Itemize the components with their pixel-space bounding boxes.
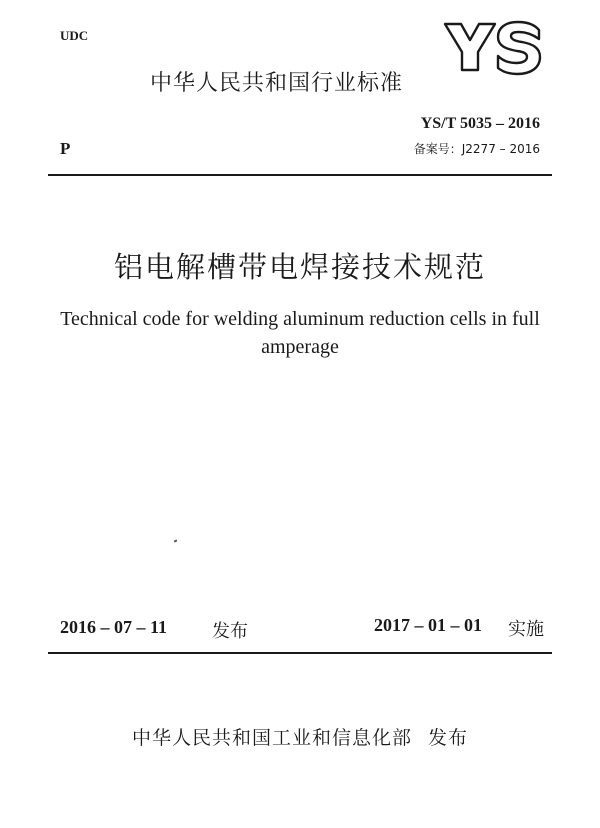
classification-code: P [60, 139, 71, 158]
udc-label: UDC [60, 28, 89, 43]
issuer-line [0, 723, 600, 750]
record-number: 备案号：J2277 – 2016 [413, 142, 540, 156]
standard-type: 中华人民共和国行业标准 [150, 71, 404, 96]
issue-label: 发布 [212, 621, 248, 642]
implementation-label: 实施 [508, 619, 544, 640]
top-divider [48, 174, 552, 176]
standard-number: YS/T 5035 – 2016 [420, 115, 540, 132]
implementation-date: 2017 – 01 – 01 [374, 615, 482, 635]
document-title-chinese: 铝电解槽带电焊接技术规范 [113, 250, 486, 284]
ys-logo [442, 18, 542, 76]
print-speck [174, 540, 178, 543]
issue-date: 2016 – 07 – 11 [60, 617, 168, 637]
issuer-name: 中华人民共和国工业和信息化部 [131, 727, 412, 749]
ys-logo-graphic [442, 18, 542, 76]
bottom-divider [48, 652, 552, 654]
document-title-english: Technical code for welding aluminum reduction cells in full amperage [60, 308, 540, 358]
issuer-action: 发布 [428, 727, 469, 749]
